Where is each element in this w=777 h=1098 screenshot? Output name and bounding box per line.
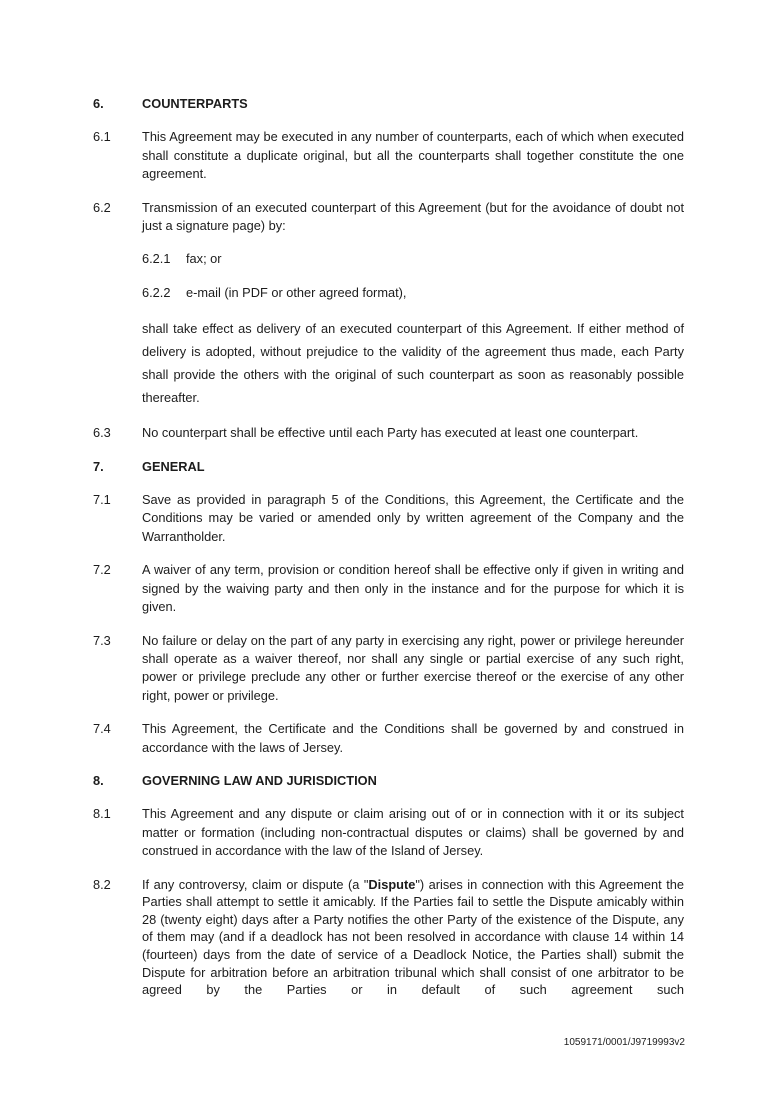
section-number: 7.	[93, 458, 104, 474]
clause-text: shall take effect as delivery of an executed counterpart of this Agreement. If either method of delivery is adopted, without prejudice to the validity of the agreement thus made, each Party shall provide the others with the original of such counterpart as soon as reasonably possible thereafter.	[142, 321, 684, 406]
section-number: 8.	[93, 772, 104, 788]
defined-term-dispute: Dispute	[368, 876, 416, 892]
clause-6-2-continuation	[93, 317, 684, 409]
clause-number: 7.4	[93, 721, 111, 737]
document-reference: 1059171/0001/J9719993v2	[563, 1037, 685, 1048]
clause-text: This Agreement may be executed in any number of counterparts, each of which when executed shall constitute a duplicate original, but all the counterparts shall together constitute the one agreement.	[142, 129, 684, 182]
clause-number: 7.1	[93, 492, 111, 508]
clause-text: This Agreement and any dispute or claim arising out of or in connection with it or its subject matter or formation (including non-contractual disputes or claims) shall be governed by and construed in accordance with the law of the Island of Jersey.	[142, 806, 684, 859]
clause-text-pre: If any controversy, claim or dispute (a "	[142, 876, 369, 892]
section-heading-counterparts	[93, 95, 684, 113]
clause-7-4	[93, 720, 684, 757]
subclause-number: 6.2.2	[142, 284, 171, 300]
clause-6-2	[93, 199, 684, 236]
clause-text: No failure or delay on the part of any party in exercising any right, power or privilege hereunder shall operate as a waiver thereof, nor shall any single or partial exercise of any such right, power or privilege preclude any other or further exercise thereof or the exercise of any other right, power or privilege.	[142, 632, 684, 703]
clause-number: 6.3	[93, 425, 111, 441]
clause-6-3	[93, 424, 684, 442]
subclause-number: 6.2.1	[142, 251, 171, 267]
subclause-text: fax; or	[186, 251, 222, 267]
clause-6-1	[93, 128, 684, 183]
clause-text: This Agreement, the Certificate and the Conditions shall be governed by and construed in accordance with the laws of Jersey.	[142, 721, 684, 755]
clause-number: 8.1	[93, 806, 111, 822]
clause-text: Transmission of an executed counterpart of this Agreement (but for the avoidance of doubt not just a signature page) by:	[142, 199, 684, 234]
clause-7-3	[93, 632, 684, 706]
section-title: COUNTERPARTS	[142, 96, 248, 111]
clause-number: 6.1	[93, 129, 111, 145]
section-title: GOVERNING LAW AND JURISDICTION	[142, 772, 377, 788]
section-number: 6.	[93, 96, 104, 111]
clause-7-2	[93, 561, 684, 616]
clause-text: No counterpart shall be effective until each Party has executed at least one counterpart.	[142, 425, 639, 441]
clause-8-2	[93, 876, 684, 999]
clause-number: 7.2	[93, 562, 111, 578]
clause-number: 7.3	[93, 632, 111, 648]
clause-8-1	[93, 805, 684, 860]
clause-number: 6.2	[93, 199, 111, 215]
clause-number-spacer	[93, 317, 142, 409]
clause-6-2-1	[142, 250, 684, 268]
clause-text: Save as provided in paragraph 5 of the Conditions, this Agreement, the Certificate and the Conditions may be varied or amended only by written agreement of the Company and the Warrantholder.	[142, 492, 684, 544]
subclause-text: e-mail (in PDF or other agreed format),	[186, 284, 407, 300]
clause-number: 8.2	[93, 876, 111, 892]
section-heading-governing-law	[93, 772, 684, 790]
clause-7-1	[93, 491, 684, 546]
clause-6-2-2	[142, 284, 684, 302]
clause-text: A waiver of any term, provision or condition hereof shall be effective only if given in writing and signed by the waiving party and then only in the instance and for the purpose for which it is given.	[142, 562, 684, 615]
section-heading-general	[93, 458, 684, 476]
clause-text	[142, 876, 684, 999]
clause-text-post: ") arises in connection with this Agreement the Parties shall attempt to settle it amicably. If the Parties fail to settle the Dispute amicably within 28 (twenty eight) days after a Party notifies the other Party of the existence of the Dispute, any of them may (and if a deadlock has not been resolved in accordance with clause 14 within 14 (fourteen) days from the date of service of a Deadlock Notice, the Parties shall) submit the Dispute for arbitration before an arbitration tribunal which shall consist of one arbitrator to be agreed by the Parties or in default of such agreement such	[142, 876, 684, 998]
section-title: GENERAL	[142, 458, 205, 474]
